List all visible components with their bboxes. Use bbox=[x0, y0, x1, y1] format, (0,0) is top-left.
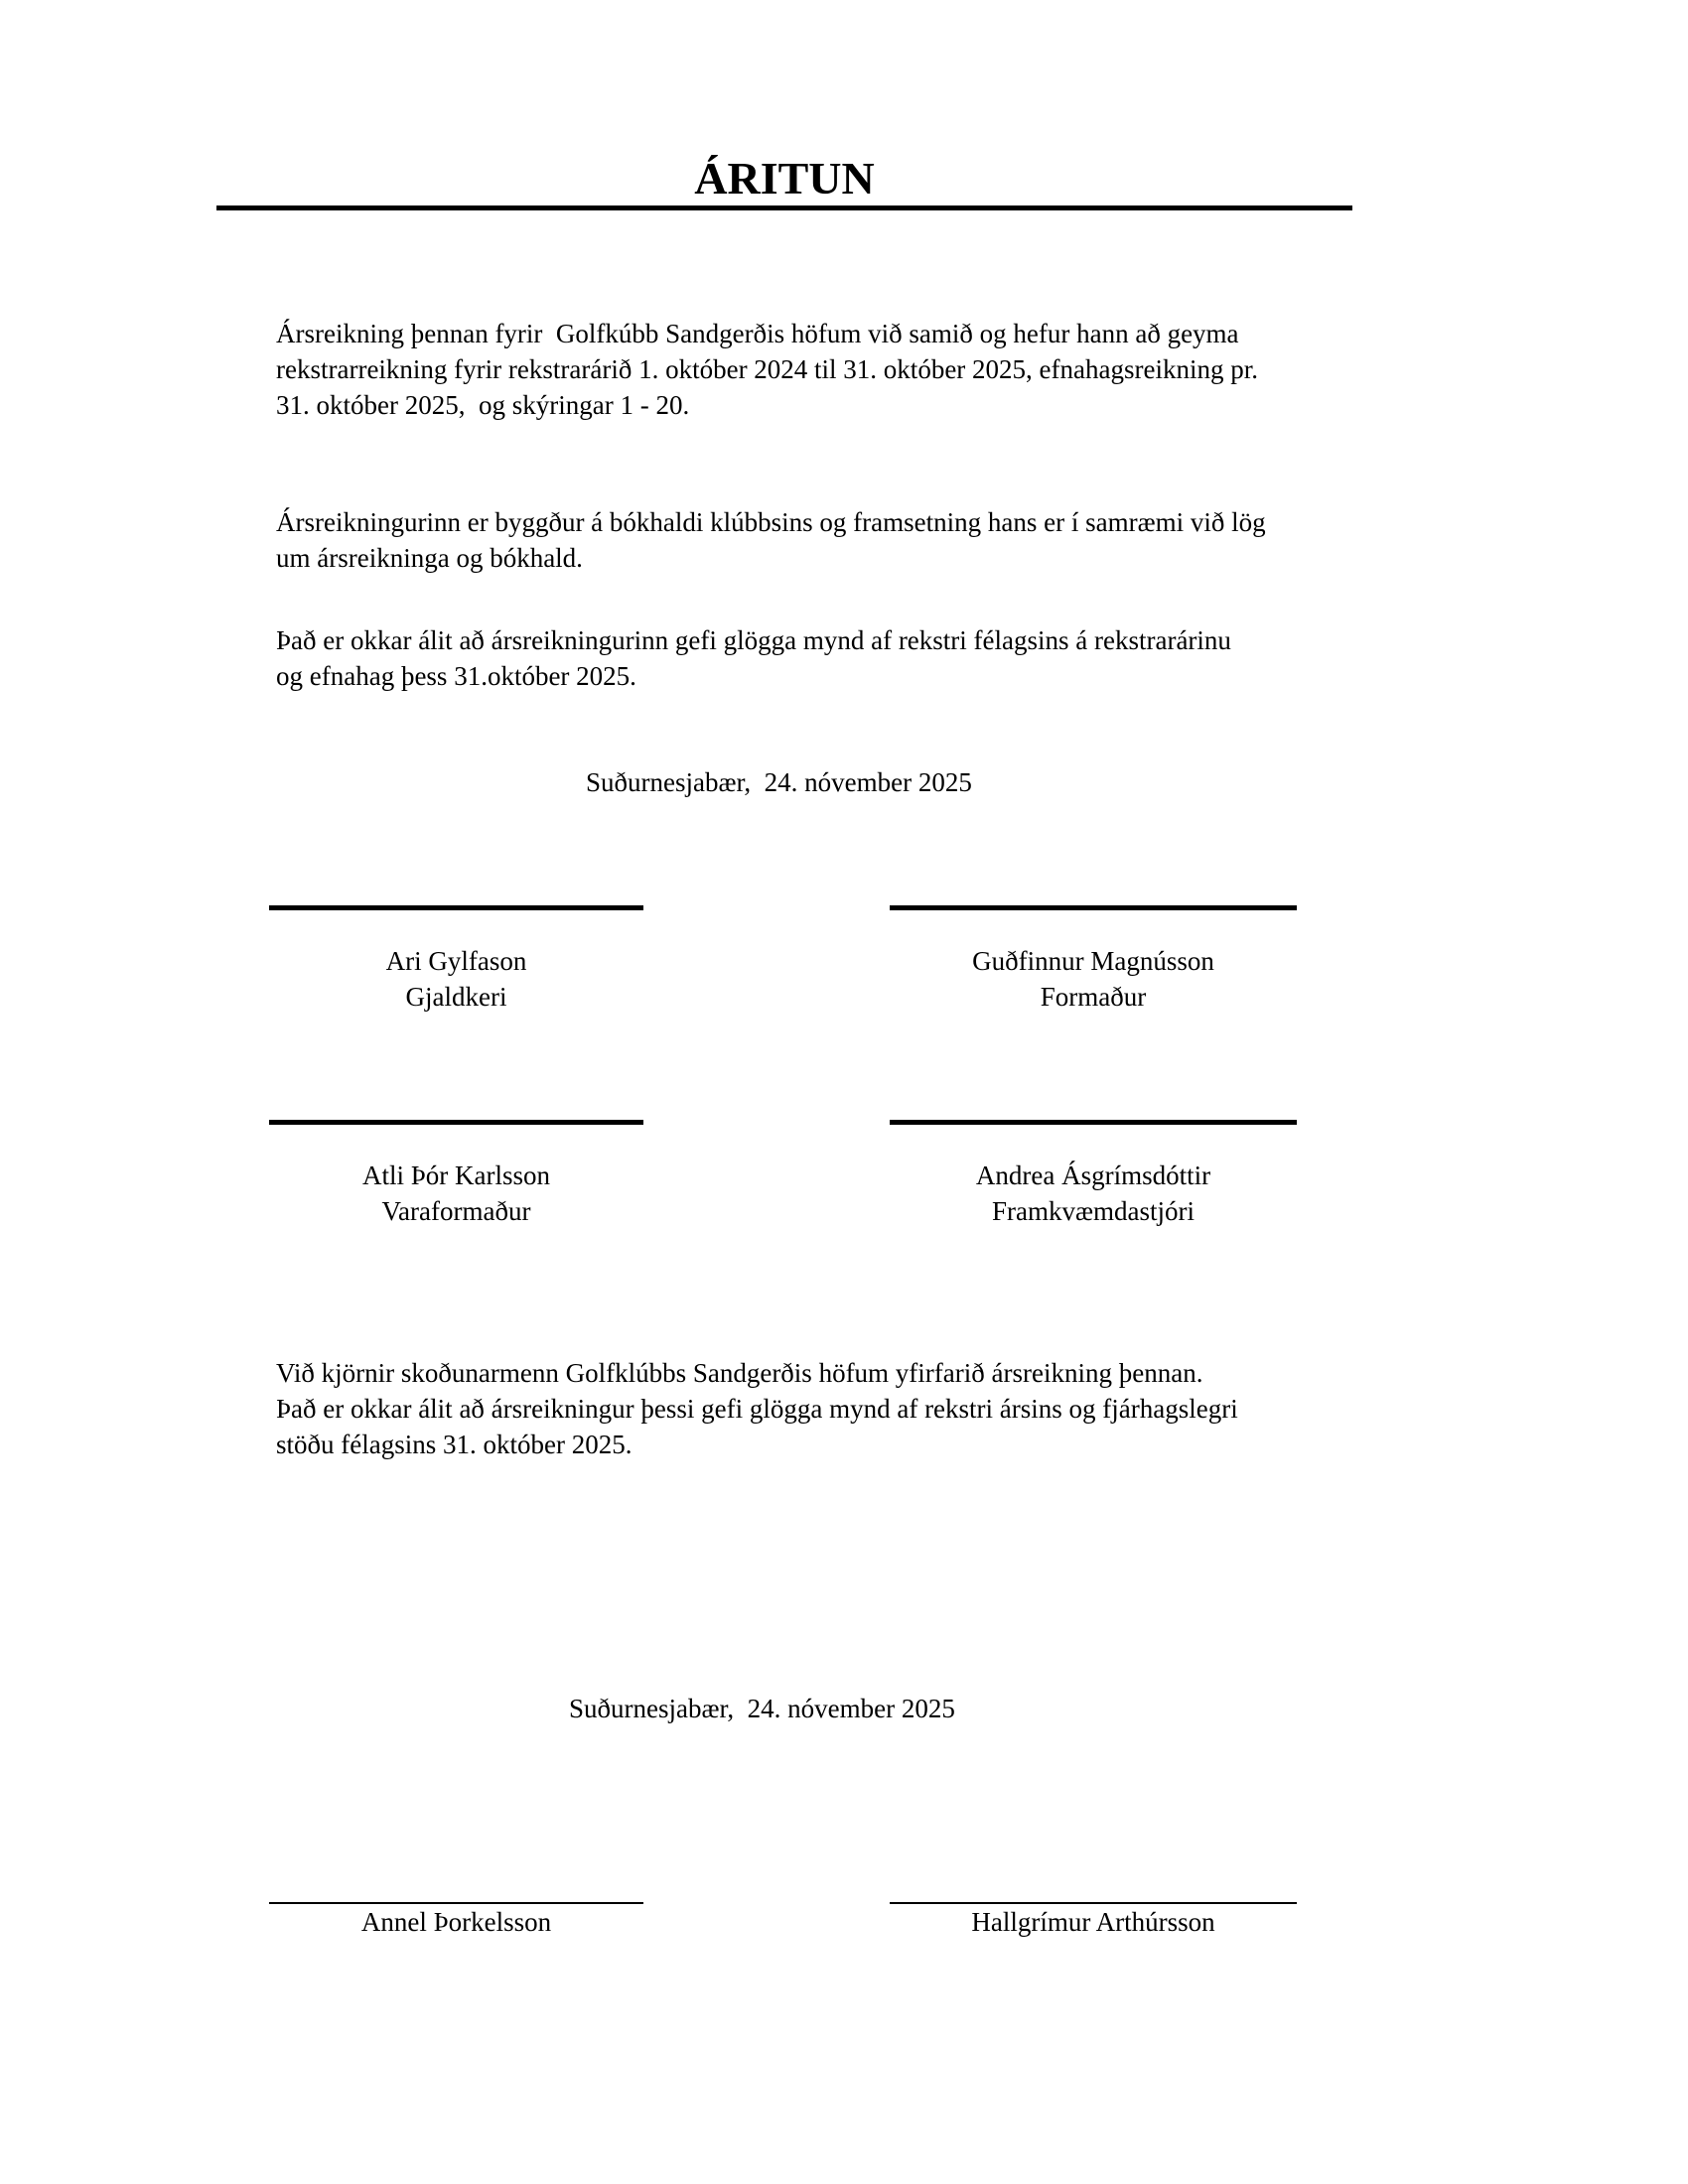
signatory-role: Gjaldkeri bbox=[405, 982, 507, 1012]
signatory-role: Formaður bbox=[1040, 982, 1147, 1012]
signature-line bbox=[269, 905, 643, 910]
signatory-name: Ari Gylfason bbox=[385, 946, 527, 976]
signatory-role: Varaformaður bbox=[381, 1196, 531, 1226]
intro-paragraph: Ársreikning þennan fyrir Golfkúbb Sandgerðis höfum við samið og hefur hann að geyma rekstrarreikning fyrir rekstrarárið 1. október 2024 til 31. október 2025, efnahagsreikning pr. 31. október 2025, og skýringar 1 - 20. bbox=[276, 319, 1258, 420]
auditors-paragraph: Við kjörnir skoðunarmenn Golfklúbbs Sandgerðis höfum yfirfarið ársreikning þennan. Það er okkar álit að ársreikningur þessi gefi glögga mynd af rekstri ársins og fjárhagslegri stöðu félagsins 31. október 2025. bbox=[276, 1358, 1238, 1459]
title-underline bbox=[216, 205, 1352, 210]
page-title: ÁRITUN bbox=[694, 153, 875, 204]
basis-paragraph: Ársreikningurinn er byggður á bókhaldi klúbbsins og framsetning hans er í samræmi við lög um ársreikninga og bókhald. bbox=[276, 507, 1266, 573]
signatory-name: Guðfinnur Magnússon bbox=[972, 946, 1214, 976]
signatory-role: Framkvæmdastjóri bbox=[992, 1196, 1195, 1226]
signature-line bbox=[890, 905, 1297, 910]
signatory-name: Andrea Ásgrímsdóttir bbox=[975, 1160, 1211, 1190]
opinion-paragraph: Það er okkar álit að ársreikningurinn gefi glögga mynd af rekstri félagsins á rekstrarárinu og efnahag þess 31.október 2025. bbox=[276, 625, 1231, 691]
signature-line bbox=[269, 1120, 643, 1125]
place-date-board: Suðurnesjabær, 24. nóvember 2025 bbox=[586, 767, 972, 797]
place-date-auditors: Suðurnesjabær, 24. nóvember 2025 bbox=[569, 1694, 955, 1723]
signatory-name: Atli Þór Karlsson bbox=[362, 1160, 550, 1190]
signature-line bbox=[890, 1120, 1297, 1125]
auditor-name: Annel Þorkelsson bbox=[360, 1907, 552, 1937]
auditor-name: Hallgrímur Arthúrsson bbox=[971, 1907, 1215, 1937]
